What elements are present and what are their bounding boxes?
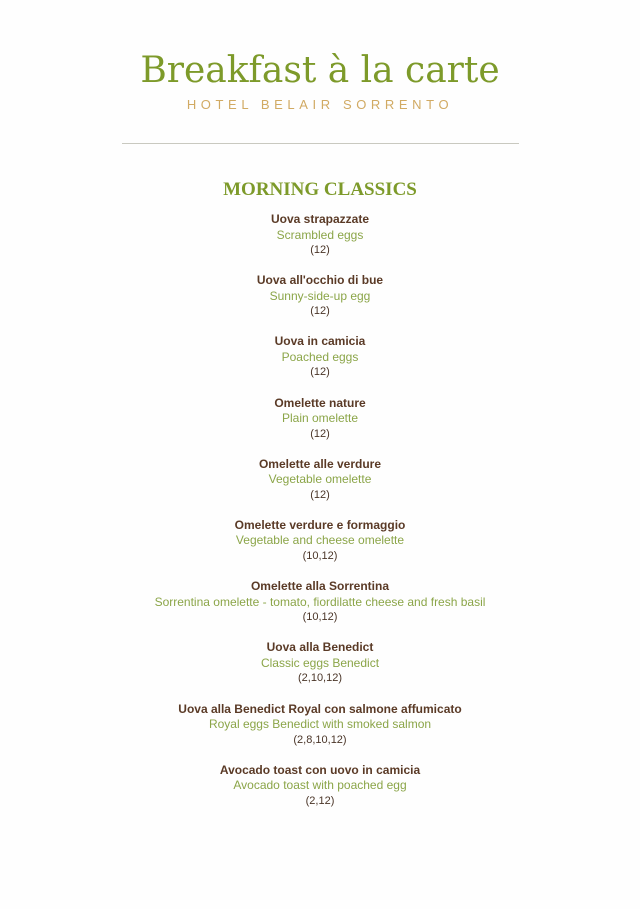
menu-item [0, 273, 640, 334]
hotel-name: HOTEL BELAIR SORRENTO [186, 97, 454, 112]
divider [122, 143, 519, 144]
item-allergens: (12) [310, 427, 330, 440]
menu-title: Breakfast à la carte [140, 50, 500, 92]
item-italian-name: Uova in camicia [274, 334, 366, 349]
menu-item [0, 396, 640, 457]
item-english-name: Vegetable and cheese omelette [235, 533, 405, 548]
item-allergens: (12) [310, 305, 330, 318]
item-italian-name: Avocado toast con uovo in camicia [219, 762, 421, 777]
item-english-name: Avocado toast with poached egg [233, 778, 407, 793]
item-italian-name: Uova all'occhio di bue [256, 273, 384, 288]
item-allergens: (12) [310, 366, 330, 379]
item-allergens: (10,12) [302, 611, 338, 624]
item-english-name: Sorrentina omelette - tomato, fiordilatte cheese and fresh basil [154, 594, 486, 609]
item-italian-name: Omelette alla Sorrentina [250, 579, 390, 594]
item-english-name: Royal eggs Benedict with smoked salmon [208, 717, 432, 731]
menu-item [0, 579, 640, 640]
section-title: MORNING CLASSICS [223, 178, 417, 200]
item-allergens: (2,10,12) [297, 672, 343, 685]
item-allergens: (10,12) [302, 549, 338, 562]
item-italian-name: Uova alla Benedict [266, 640, 374, 655]
menu-item [0, 212, 640, 273]
item-italian-name: Omelette nature [274, 395, 366, 410]
item-allergens: (12) [310, 244, 330, 256]
menu-item [0, 334, 640, 395]
item-english-name: Scrambled eggs [276, 227, 364, 242]
menu-item [0, 640, 640, 701]
item-allergens: (12) [310, 488, 330, 501]
item-allergens: (2,12) [305, 794, 335, 807]
item-english-name: Poached eggs [281, 349, 359, 364]
item-allergens: (2,8,10,12) [293, 733, 347, 746]
item-italian-name: Omelette alle verdure [258, 456, 382, 471]
item-italian-name: Omelette verdure e formaggio [234, 517, 406, 532]
menu-item [0, 518, 640, 579]
item-english-name: Plain omelette [281, 411, 359, 426]
item-english-name: Sunny-side-up egg [269, 288, 371, 303]
menu-item [0, 457, 640, 518]
menu-item [0, 702, 640, 763]
item-english-name: Classic eggs Benedict [260, 655, 380, 670]
item-italian-name: Uova strapazzate [270, 212, 370, 226]
menu-item [0, 763, 640, 824]
menu-items-list [0, 212, 640, 824]
item-italian-name: Uova alla Benedict Royal con salmone affumicato [178, 701, 462, 716]
item-english-name: Vegetable omelette [268, 472, 372, 487]
